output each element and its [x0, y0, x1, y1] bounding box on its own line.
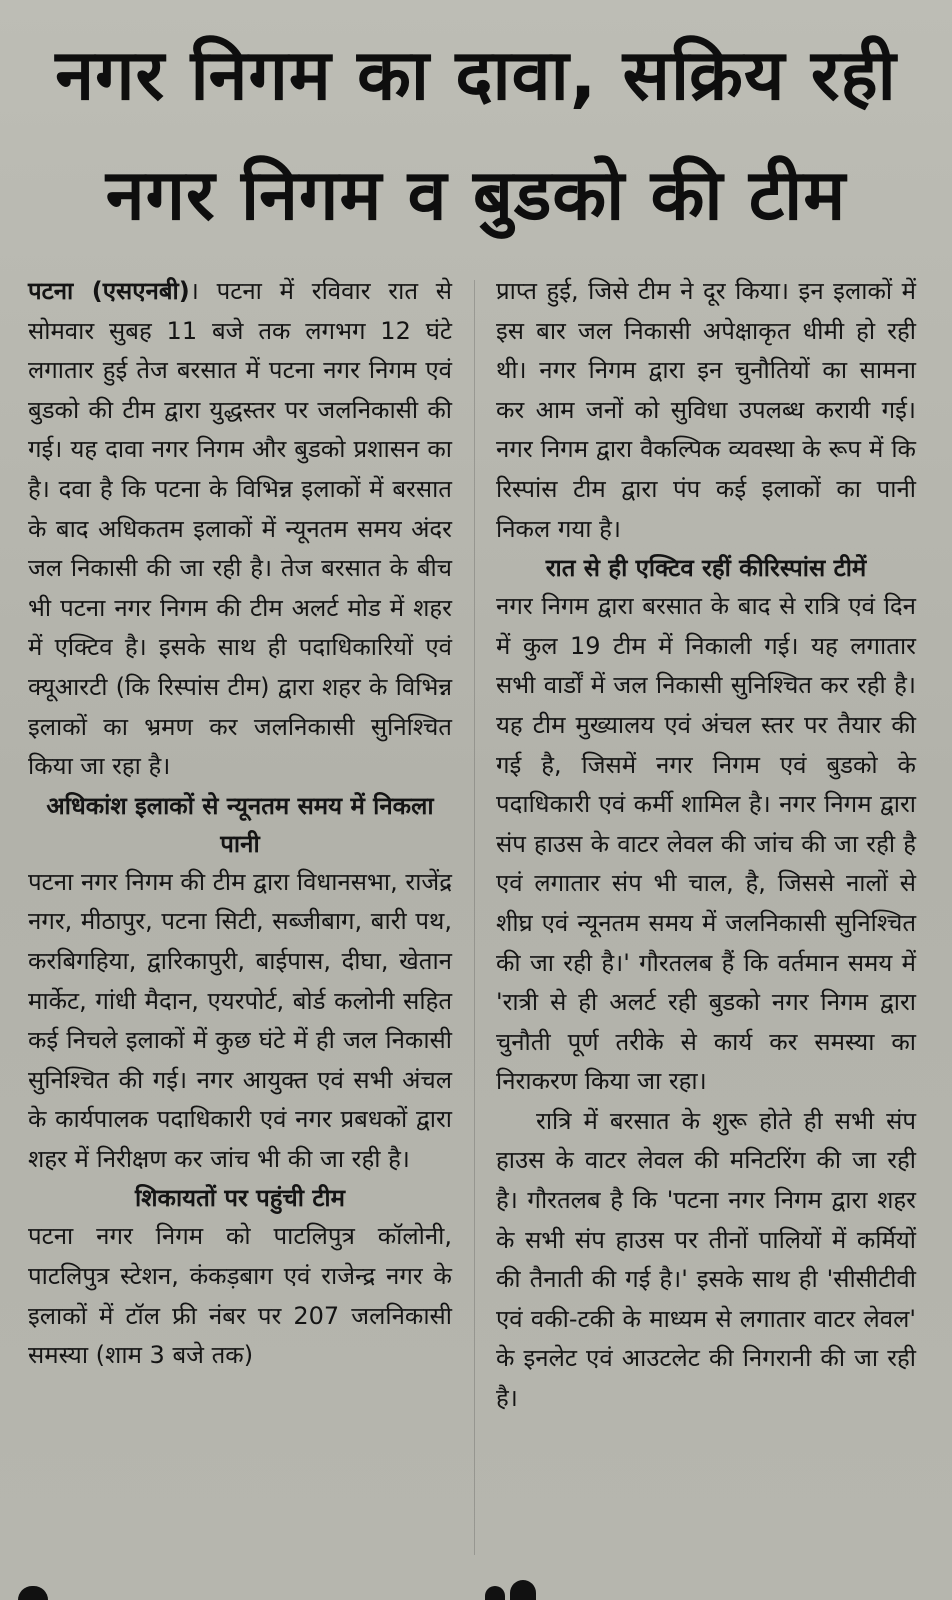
cropped-text-fragment [510, 1580, 536, 1600]
column-divider [474, 280, 475, 1555]
article-column-right [496, 272, 916, 1419]
paragraph: प्राप्त हुई, जिसे टीम ने दूर किया। इन इलाकों में इस बार जल निकासी अपेक्षाकृत धीमी हो रही थी। नगर निगम द्वारा इन चुनौतियों का सामना कर आम जनों को सुविधा उपलब्ध करायी गई। नगर निगम द्वारा वैकल्पिक व्यवस्था के रूप में कि रिस्पांस टीम द्वारा पंप कई इलाकों का पानी निकल गया है। [496, 277, 916, 543]
paragraph: पटना नगर निगम की टीम द्वारा विधानसभा, राजेंद्र नगर, मीठापुर, पटना सिटी, सब्जीबाग, बारी पथ, करबिगहिया, द्वारिकापुरी, बाईपास, दीघा, खेतान मार्केट, गांधी मैदान, एयरपोर्ट, बोर्ड कलोनी सहित कई निचले इलाकों में कुछ घंटे में ही जल निकासी सुनिश्चित की गई। नगर आयुक्त एवं सभी अंचल के कार्यपालक पदाधिकारी एवं नगर प्रबधकों द्वारा शहर में निरीक्षण कर जांच भी की जा रही है। [28, 867, 452, 1173]
paragraph: पटना नगर निगम को पाटलिपुत्र कॉलोनी, पाटलिपुत्र स्टेशन, कंकड़बाग एवं राजेन्द्र नगर के इलाकों में टॉल फ्री नंबर पर 207 जलनिकासी समस्या (शाम 3 बजे तक) [28, 1222, 452, 1370]
paragraph: रात्रि में बरसात के शुरू होते ही सभी संप हाउस के वाटर लेवल की मनिटरिंग की जा रही है। गौरतलब है कि 'पटना नगर निगम द्वारा शहर के सभी संप हाउस पर तीनों पालियों में कर्मियों की तैनाती की गई है।' इसके साथ ही 'सीसीटीवी एवं वकी-टकी के माध्यम से लगातार वाटर लेवल' के इनलेट एवं आउटलेट की निगरानी की जा रही है। [496, 1106, 916, 1413]
cropped-text-fragment [18, 1586, 48, 1600]
paragraph-text: । पटना में रविवार रात से सोमवार सुबह 11 बजे तक लगभग 12 घंटे लगातार हुई तेज बरसात में पटना नगर निगम एवं बुडको की टीम द्वारा युद्धस्तर पर जलनिकासी की गई। यह दावा नगर निगम और बुडको प्रशासन का है। दवा है कि पटना के विभिन्न इलाकों में बरसात के बाद अधिकतम इलाकों में न्यूनतम समय अंदर जल निकासी की जा रही है। तेज बरसात के बीच भी पटना नगर निगम की टीम अलर्ट मोड में शहर में एक्टिव है। इसके साथ ही पदाधिकारियों एवं क्यूआरटी (कि रिस्पांस टीम) द्वारा शहर के विभिन्न इलाकों का भ्रमण कर जलनिकासी सुनिश्चित किया जा रहा है। [28, 277, 452, 781]
cropped-text-fragment [485, 1586, 505, 1600]
subheading: शिकायतों पर पहुंची टीम [134, 1184, 345, 1213]
headline-line-2: नगर निगम व बुडको की टीम [105, 154, 847, 236]
article-column-left [28, 272, 452, 1376]
subheading: अधिकांश इलाकों से न्यूनतम समय में निकला पानी [46, 791, 434, 858]
paragraph: नगर निगम द्वारा बरसात के बाद से रात्रि एवं दिन में कुल 19 टीम में निकाली गई। यह लगातार सभी वार्डों में जल निकासी सुनिश्चित कर रही है। यह टीम मुख्यालय एवं अंचल स्तर पर तैयार की गई है, जिसमें नगर निगम एवं बुडको के पदाधिकारी एवं कर्मी शामिल है। नगर निगम द्वारा संप हाउस के वाटर लेवल की जांच की जा रही है एवं लगातार संप भी चाल, है, जिससे नालों से शीघ्र एवं न्यूनतम समय में जलनिकासी सुनिश्चित की जा रही है।' गौरतलब हैं कि वर्तमान समय में 'रात्री से ही अलर्ट रही बुडको नगर निगम द्वारा चुनौती पूर्ण तरीके से कार्य कर समस्या का निराकरण किया जा रहा। [496, 592, 916, 1096]
paragraph [28, 272, 452, 787]
dateline: पटना (एसएनबी) [28, 277, 190, 305]
subheading: रात से ही एक्टिव रहीं कीरिस्पांस टीमें [545, 554, 867, 583]
headline-line-1: नगर निगम का दावा, सक्रिय रही [55, 34, 897, 116]
